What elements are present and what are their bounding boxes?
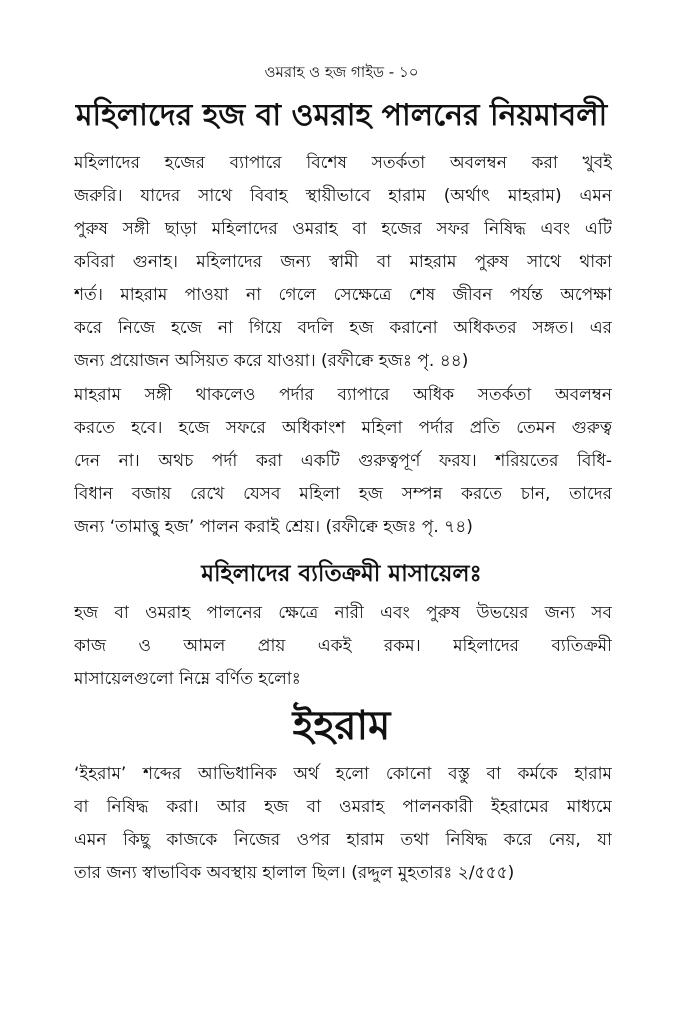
text-line: বিধান বজায় রেখে যেসব মহিলা হজ সম্পন্ন করতে চান, তাদের: [74, 484, 612, 504]
text-line: জন্য ‘তামাত্তু হজ’ পালন করাই শ্রেয়। (রফীক্বে হজঃ পৃ. ৭৪): [74, 517, 473, 537]
text-line: এমন কিছু কাজকে নিজের ওপর হারাম তথা নিষিদ্ধ করে নেয়, যা: [74, 830, 612, 850]
text-line: মাহরাম সঙ্গী থাকলেও পর্দার ব্যাপারে অধিক সতর্কতা অবলম্বন: [74, 385, 612, 405]
text-line: কবিরা গুনাহ। মহিলাদের জন্য স্বামী বা মাহরাম পুরুষ সাথে থাকা: [74, 252, 612, 272]
text-line: জন্য প্রয়োজন অসিয়ত করে যাওয়া। (রফীক্বে হজঃ পৃ. ৪৪): [74, 351, 469, 371]
text-line: ‘ইহরাম’ শব্দের আভিধানিক অর্থ হলো কোনো বস্তু বা কর্মকে হারাম: [74, 764, 612, 784]
paragraph-exceptional-rulings: [74, 597, 612, 696]
text-line: করে নিজে হজে না গিয়ে বদলি হজ করানো অধিকতর সঙ্গত। এর: [74, 318, 612, 338]
text-line: মহিলাদের হজের ব্যাপারে বিশেষ সতর্কতা অবলম্বন করা খুবই: [74, 153, 612, 173]
running-header: ওমরাহ ও হজ গাইড - ১০: [264, 63, 419, 81]
paragraph-purdah: [74, 379, 612, 544]
paragraph-mahram-requirement: [74, 147, 612, 378]
text-line: করতে হবে। হজে সফরে অধিকাংশ মহিলা পর্দার প্রতি তেমন গুরুত্ব: [74, 418, 612, 438]
paragraph-ihram-definition: [74, 758, 612, 890]
section-heading-exceptional-rulings: মহিলাদের ব্যতিক্রমী মাসায়েলঃ: [201, 561, 482, 587]
text-line: কাজ ও আমল প্রায় একই রকম। মহিলাদের ব্যতিক্রমী: [74, 636, 612, 656]
text-line: হজ বা ওমরাহ পালনের ক্ষেত্রে নারী এবং পুরুষ উভয়ের জন্য সব: [74, 603, 612, 623]
text-line: শর্ত। মাহরাম পাওয়া না গেলে সেক্ষেত্রে শেষ জীবন পর্যন্ত অপেক্ষা: [74, 285, 612, 305]
text-line: মাসায়েলগুলো নিম্নে বর্ণিত হলোঃ: [74, 669, 301, 689]
text-line: দেন না। অথচ পর্দা করা একটি গুরুত্বপূর্ণ ফরয। শরিয়তের বিধি-: [74, 451, 612, 471]
text-line: তার জন্য স্বাভাবিক অবস্থায় হালাল ছিল। (রদ্দুল মুহতারঃ ২/৫৫৫): [74, 863, 515, 883]
section-heading-women-hajj-rules: মহিলাদের হজ বা ওমরাহ পালনের নিয়মাবলী: [75, 98, 608, 133]
text-line: পুরুষ সঙ্গী ছাড়া মহিলাদের ওমরাহ বা হজের সফর নিষিদ্ধ এবং এটি: [74, 219, 612, 239]
text-line: জরুরি। যাদের সাথে বিবাহ স্থায়ীভাবে হারাম (অর্থাৎ মাহরাম) এমন: [74, 186, 612, 206]
section-heading-ihram: ইহরাম: [292, 703, 391, 749]
text-line: বা নিষিদ্ধ করা। আর হজ বা ওমরাহ পালনকারী ইহরামের মাধ্যমে: [74, 797, 612, 817]
